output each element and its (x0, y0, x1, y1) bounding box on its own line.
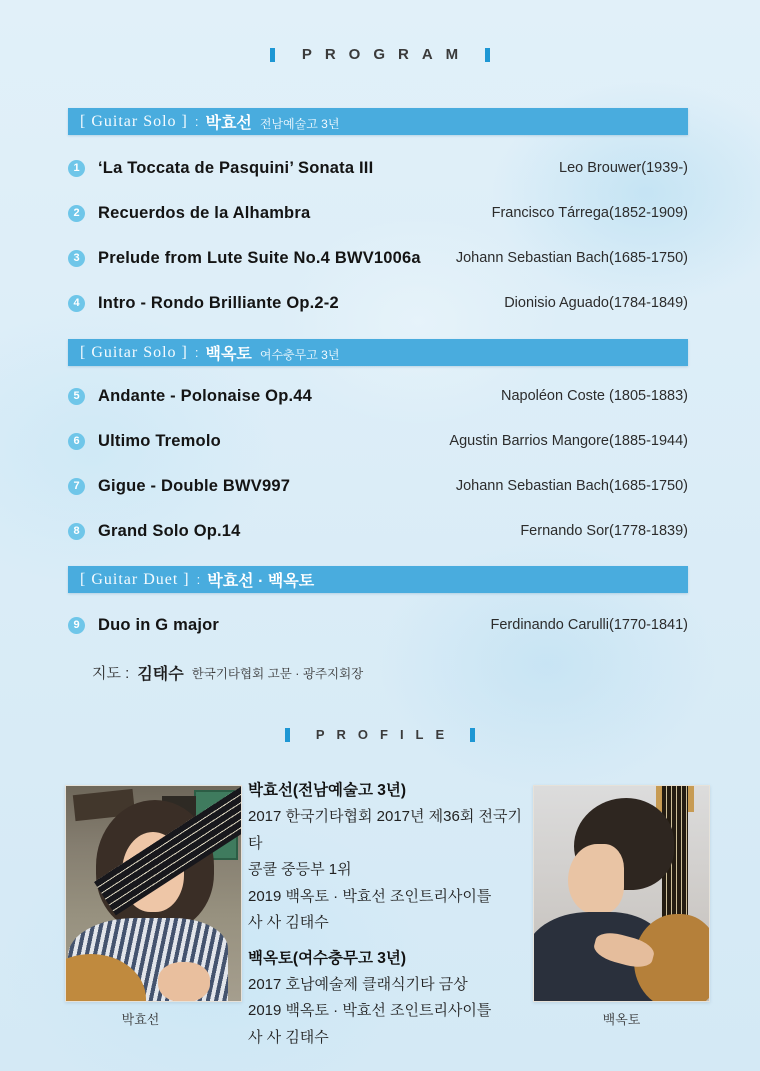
item-number-badge: 7 (68, 478, 85, 495)
profile-name: 박효선(전남예술고 3년) (248, 782, 407, 799)
section-affiliation: 전남예술고 3년 (259, 116, 340, 131)
instructor-name: 김태수 (137, 665, 184, 683)
section-label: [ Guitar Solo ] (80, 343, 188, 361)
piece-title: Grand Solo Op.14 (98, 521, 241, 540)
piece-title: ‘La Toccata de Pasquini’ Sonata III (98, 158, 374, 177)
composer-name: Johann Sebastian Bach(1685-1750) (455, 478, 688, 494)
performer-photo-parkhyosun (65, 785, 242, 1002)
photo-caption-parkhyosun: 박효선 (121, 1012, 160, 1027)
profile-line: 콩쿨 중등부 1위 (248, 861, 352, 878)
program-item (68, 426, 688, 456)
program-item (68, 381, 688, 411)
item-number-badge: 1 (68, 160, 85, 177)
piece-title: Prelude from Lute Suite No.4 BWV1006a (98, 248, 421, 267)
program-header (0, 46, 760, 63)
program-item (68, 243, 688, 273)
composer-name: Leo Brouwer(1939-) (559, 160, 688, 176)
program-header-text: PROGRAM (301, 46, 472, 63)
photo-face (568, 844, 624, 914)
piece-title: Ultimo Tremolo (98, 431, 221, 450)
section-header-guitar-solo-1 (68, 108, 688, 135)
profile-line: 2017 호남예술제 클래식기타 금상 (248, 975, 468, 993)
section-header-guitar-solo-2 (68, 339, 688, 366)
section-performer: 박효선 · 백옥토 (207, 573, 315, 590)
item-number-badge: 2 (68, 205, 85, 222)
item-number-badge: 9 (68, 617, 85, 634)
accent-bar-icon (470, 728, 475, 742)
profile-line: 사 사 김태수 (248, 1028, 329, 1046)
piece-title: Gigue - Double BWV997 (98, 476, 291, 495)
composer-name: Ferdinando Carulli(1770-1841) (490, 617, 688, 633)
program-item (68, 610, 688, 640)
profile-text-column (248, 777, 534, 1051)
section-separator: : (194, 345, 199, 360)
program-item (68, 288, 688, 318)
profile-line: 2019 백옥토 · 박효선 조인트리사이틀 (248, 887, 492, 905)
profile-line: 2019 백옥토 · 박효선 조인트리사이틀 (248, 1002, 492, 1019)
section-separator: : (194, 114, 199, 129)
item-number-badge: 5 (68, 388, 85, 405)
photo-hand (158, 962, 210, 1002)
profile-line: 사 사 김태수 (248, 914, 329, 931)
instructor-line (92, 658, 363, 686)
accent-bar-icon (485, 48, 490, 62)
program-item (68, 471, 688, 501)
section-header-guitar-duet (68, 566, 688, 593)
profile-name: 백옥토(여수충무고 3년) (248, 949, 407, 967)
section-label: [ Guitar Duet ] (80, 570, 190, 588)
composer-name: Agustin Barrios Mangore(1885-1944) (449, 433, 688, 449)
item-number-badge: 4 (68, 295, 85, 312)
performer-photo-baekokto (533, 785, 710, 1002)
composer-name: Johann Sebastian Bach(1685-1750) (455, 250, 688, 266)
section-affiliation: 여수충무고 3년 (259, 347, 340, 362)
program-item (68, 198, 688, 228)
program-item (68, 516, 688, 546)
piece-title: Intro - Rondo Brilliante Op.2-2 (98, 293, 339, 312)
instructor-title: 한국기타협회 고문 · 광주지회장 (191, 667, 364, 681)
profile-header-text: PROFILE (315, 727, 457, 742)
instructor-label: 지도 : (92, 664, 130, 682)
profile-header (0, 727, 760, 742)
section-performer: 백옥토 (205, 346, 252, 363)
profile-block-parkhyosun (248, 777, 534, 937)
accent-bar-icon (270, 48, 275, 62)
piece-title: Duo in G major (98, 615, 220, 634)
item-number-badge: 6 (68, 433, 85, 450)
item-number-badge: 3 (68, 250, 85, 267)
section-separator: : (196, 572, 201, 587)
composer-name: Fernando Sor(1778-1839) (520, 523, 688, 539)
photo-caption-baekokto: 백옥토 (602, 1012, 641, 1027)
profile-block-baekokto (248, 945, 534, 1052)
piece-title: Recuerdos de la Alhambra (98, 203, 311, 222)
section-performer: 박효선 (205, 115, 252, 132)
piece-title: Andante - Polonaise Op.44 (98, 386, 313, 405)
accent-bar-icon (285, 728, 290, 742)
program-item (68, 153, 688, 183)
profile-line: 2017 한국기타협회 2017년 제36회 전국기타 (248, 808, 522, 852)
section-label: [ Guitar Solo ] (80, 112, 188, 130)
composer-name: Francisco Tárrega(1852-1909) (491, 205, 688, 221)
item-number-badge: 8 (68, 523, 85, 540)
composer-name: Napoléon Coste (1805-1883) (500, 388, 688, 404)
composer-name: Dionisio Aguado(1784-1849) (504, 295, 688, 311)
